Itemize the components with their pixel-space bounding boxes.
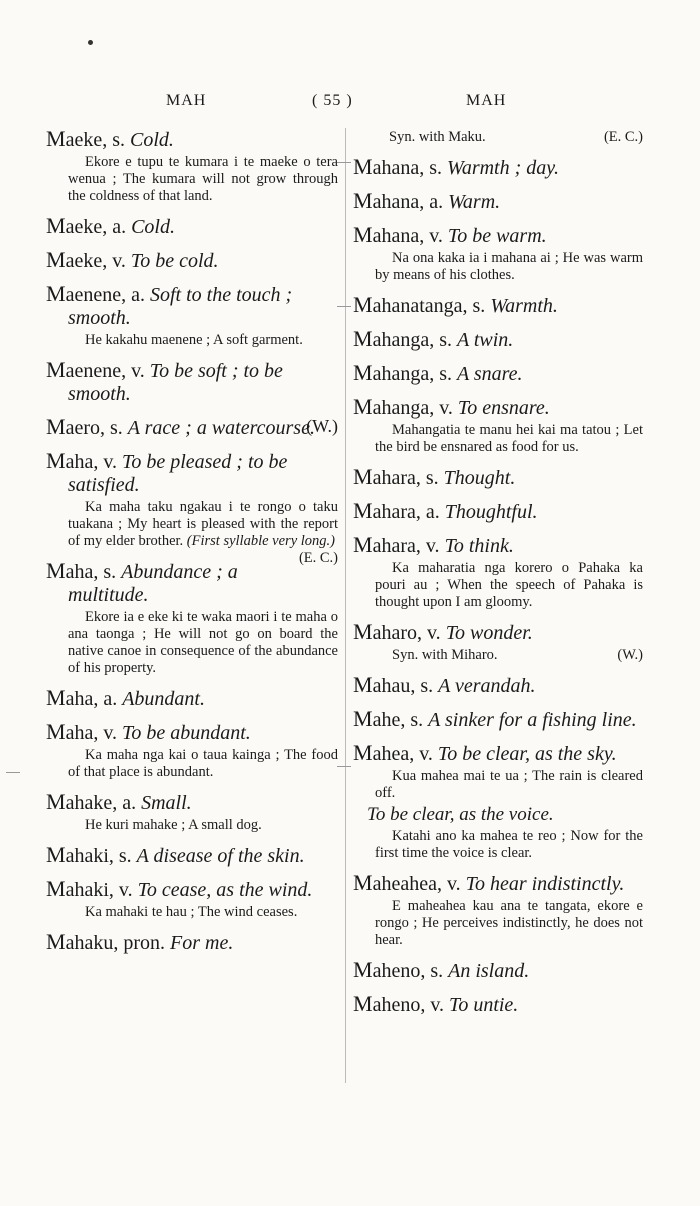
headword-initial: M xyxy=(353,706,373,731)
headword: Mahaki xyxy=(46,876,109,901)
gloss: Small. xyxy=(141,792,192,814)
part-of-speech: v. xyxy=(446,873,461,895)
headword-line: Mahanatanga, s. Warmth. xyxy=(353,292,558,317)
headword-initial: M xyxy=(353,188,373,213)
column-divider xyxy=(345,128,346,1083)
dictionary-entry xyxy=(46,448,338,566)
headword-initial: M xyxy=(353,360,373,385)
gloss: A sinker for a fishing line. xyxy=(428,709,637,731)
headword-line: Mahara, s. Thought. xyxy=(353,464,516,489)
part-of-speech: a. xyxy=(425,501,440,523)
gloss: To think. xyxy=(444,535,514,557)
headword-line: Maenene, a. Soft to the touch ; smooth. xyxy=(46,281,293,329)
margin-dash xyxy=(337,306,351,307)
headword-initial: M xyxy=(46,448,66,473)
headword: Maha xyxy=(46,719,94,744)
example-text: Ka maha nga kai o taua kainga ; The food of that place is abundant. xyxy=(68,747,338,780)
dictionary-entry xyxy=(353,620,643,664)
headword-initial: M xyxy=(46,213,66,238)
dictionary-entry xyxy=(46,282,338,349)
gloss: To untie. xyxy=(449,994,519,1016)
part-of-speech: v. xyxy=(419,743,433,765)
gloss: A disease of the skin. xyxy=(136,845,305,867)
gloss: Soft to the touch ; smooth. xyxy=(68,284,293,329)
dictionary-entry xyxy=(46,415,338,440)
part-of-speech: v. xyxy=(439,397,453,419)
example-text: Syn. with Maku. xyxy=(389,129,486,145)
headword: Maharo xyxy=(353,619,417,644)
headword-initial: M xyxy=(353,292,373,317)
headword-line: Maha, v. To be abundant. xyxy=(46,719,251,744)
headword-initial: M xyxy=(353,619,373,644)
gloss: Cold. xyxy=(130,129,174,151)
part-of-speech: s. xyxy=(410,709,424,731)
headword-initial: M xyxy=(353,672,373,697)
dictionary-entry xyxy=(46,214,338,239)
dictionary-entry xyxy=(353,958,643,983)
headword-initial: M xyxy=(353,957,373,982)
part-of-speech: v. xyxy=(103,722,118,744)
ink-speck xyxy=(88,40,93,45)
headword-initial: M xyxy=(353,498,373,523)
headword-line: Maha, a. Abundant. xyxy=(46,685,205,710)
dictionary-entry xyxy=(353,293,643,318)
example-text: E maheahea kau ana te tangata, ekore e rongo ; He perceives indistinctly, he does not hear. xyxy=(375,898,643,948)
example-text: Ka maharatia nga korero o Pahaka ka pouri au ; When the speech of Pahaka is thought upon I am gloomy. xyxy=(375,560,643,610)
example-text: Ka mahaki te hau ; The wind ceases. xyxy=(85,904,298,920)
headword: Mahana xyxy=(353,188,420,213)
example-text: Na ona kaka ia i mahana ai ; He was warm by means of his clothes. xyxy=(375,250,643,283)
headword-initial: M xyxy=(46,876,66,901)
headword-line: Maheno, v. To untie. xyxy=(353,991,519,1016)
headword-line: Mahake, a. Small. xyxy=(46,789,192,814)
headword-line: Maeke, s. Cold. xyxy=(46,126,174,151)
headword: Mahanatanga xyxy=(353,292,463,317)
dictionary-entry xyxy=(46,790,338,834)
headword: Mahe xyxy=(353,706,401,731)
headword-line: Mahana, a. Warm. xyxy=(353,188,501,213)
gloss: A verandah. xyxy=(438,675,536,697)
part-of-speech: a. xyxy=(103,688,118,710)
dictionary-entry xyxy=(46,358,338,406)
gloss: Cold. xyxy=(131,216,175,238)
part-of-speech: s. xyxy=(439,329,452,351)
part-of-speech: v. xyxy=(112,250,126,272)
gloss: To be pleased ; to be satisfied. xyxy=(68,451,288,496)
part-of-speech: pron. xyxy=(123,932,165,954)
headword-line: Mahaku, pron. For me. xyxy=(46,929,234,954)
example-text: Mahangatia te manu hei kai ma tatou ; Let the bird be ensnared as food for us. xyxy=(375,422,643,455)
part-of-speech: a. xyxy=(131,284,145,306)
dictionary-entry xyxy=(353,129,643,146)
part-of-speech: s. xyxy=(118,845,132,867)
running-header xyxy=(0,92,700,116)
dictionary-entry xyxy=(353,992,643,1017)
headword-initial: M xyxy=(353,991,373,1016)
example-text: He kakahu maenene ; A soft garment. xyxy=(85,332,303,348)
headword: Maha xyxy=(46,448,94,473)
headword-initial: M xyxy=(46,414,66,439)
headword-initial: M xyxy=(46,929,66,954)
headword-line: Mahara, v. To think. xyxy=(353,532,514,557)
dictionary-entry xyxy=(353,871,643,949)
example-text: Ka maha taku ngakau i te rongo o taku tuakana ; My heart is pleased with the report of my elder brother. (First syllable very long.) (E. C.) xyxy=(68,499,338,566)
headword: Mahana xyxy=(353,154,420,179)
dictionary-entry xyxy=(353,327,643,352)
headword: Maheahea xyxy=(353,870,437,895)
dictionary-entry xyxy=(353,707,643,732)
part-of-speech: v. xyxy=(425,535,440,557)
headword: Mahara xyxy=(353,464,416,489)
gloss: Warmth. xyxy=(490,295,558,317)
headword: Mahana xyxy=(353,222,420,247)
headword: Mahara xyxy=(353,532,416,557)
gloss: A race ; a watercourse. xyxy=(127,417,315,439)
dictionary-entry xyxy=(353,533,643,611)
example-text: Katahi ano ka mahea te reo ; Now for the first time the voice is clear. xyxy=(375,828,643,861)
headword: Mahara xyxy=(353,498,416,523)
margin-dash xyxy=(337,162,351,163)
headword-line: Mahea, v. To be clear, as the sky. xyxy=(353,740,617,765)
page-number: ( 55 ) xyxy=(312,92,353,109)
source-tag: (E. C.) xyxy=(603,129,643,145)
gloss: To cease, as the wind. xyxy=(137,879,313,901)
source-tag: (W.) xyxy=(306,416,338,436)
dictionary-entry xyxy=(46,877,338,921)
dictionary-entry xyxy=(46,686,338,711)
example-text: Syn. with Miharo. (W.) xyxy=(392,647,643,663)
part-of-speech: s. xyxy=(420,675,434,697)
headword-line: Maero, s. A race ; a watercourse. (W.) xyxy=(46,414,338,439)
headword-initial: M xyxy=(46,126,66,151)
headword-line: Maeke, v. To be cold. xyxy=(46,247,219,272)
gloss: A twin. xyxy=(457,329,514,351)
dictionary-entry xyxy=(46,127,338,205)
gloss: To be abundant. xyxy=(122,722,251,744)
part-of-speech: s. xyxy=(472,295,486,317)
headword-initial: M xyxy=(353,222,373,247)
headword-line: Maenene, v. To be soft ; to be smooth. xyxy=(46,357,283,405)
source-tag: (W.) xyxy=(617,647,643,663)
example-text: Ekore ia e eke ki te waka maori i te maha o ana taonga ; He will not go on board the native canoe in consequence of the abundance of his property. xyxy=(68,609,338,676)
headword-initial: M xyxy=(46,789,66,814)
part-of-speech: v. xyxy=(429,225,443,247)
gloss: A snare. xyxy=(457,363,523,385)
headword-initial: M xyxy=(353,740,373,765)
example-text: Kua mahea mai te ua ; The rain is cleared off. xyxy=(375,768,643,801)
headword-line: Mahaki, v. To cease, as the wind. xyxy=(46,876,313,901)
part-of-speech: a. xyxy=(122,792,137,814)
headword-line: Mahe, s. A sinker for a fishing line. xyxy=(353,706,637,731)
header-right: MAH xyxy=(466,92,507,109)
gloss: Warm. xyxy=(448,191,501,213)
dictionary-entry xyxy=(353,361,643,386)
part-of-speech: v. xyxy=(131,360,145,382)
entry-continuation xyxy=(353,129,643,146)
headword-initial: M xyxy=(353,532,373,557)
headword: Maeke xyxy=(46,126,103,151)
dictionary-entry xyxy=(353,155,643,180)
gloss: To be clear, as the sky. xyxy=(437,743,617,765)
dictionary-entry xyxy=(46,559,338,677)
gloss: An island. xyxy=(448,960,530,982)
headword: Mahanga xyxy=(353,394,430,419)
headword-initial: M xyxy=(46,719,66,744)
dictionary-entry xyxy=(46,930,338,955)
example-text: Ekore e tupu te kumara i te maeke o tera wenua ; The kumara will not grow through the coldness of that land. xyxy=(68,154,338,204)
headword: Maha xyxy=(46,558,94,583)
headword-line: Mahanga, v. To ensnare. xyxy=(353,394,550,419)
headword-line: Maha, v. To be pleased ; to be satisfied. xyxy=(46,448,288,496)
headword: Maheno xyxy=(353,991,421,1016)
headword-initial: M xyxy=(46,558,66,583)
part-of-speech: v. xyxy=(430,994,445,1016)
dictionary-entry xyxy=(353,465,643,490)
part-of-speech: s. xyxy=(109,417,123,439)
gloss: To wonder. xyxy=(445,622,533,644)
example-text: He kuri mahake ; A small dog. xyxy=(85,817,262,833)
headword-initial: M xyxy=(46,281,66,306)
headword: Maheno xyxy=(353,957,421,982)
margin-dash xyxy=(6,772,20,773)
part-of-speech: v. xyxy=(103,451,118,473)
gloss: To be warm. xyxy=(447,225,547,247)
gloss: To ensnare. xyxy=(457,397,550,419)
headword-line: Maeke, a. Cold. xyxy=(46,213,175,238)
part-of-speech: a. xyxy=(112,216,127,238)
right-column xyxy=(353,127,643,1026)
dictionary-entry xyxy=(46,720,338,781)
gloss: Thought. xyxy=(443,467,516,489)
headword-line: Mahanga, s. A snare. xyxy=(353,360,523,385)
gloss: To hear indistinctly. xyxy=(465,873,625,895)
headword-line: Maharo, v. To wonder. xyxy=(353,619,533,644)
headword-initial: M xyxy=(353,464,373,489)
gloss: Thoughtful. xyxy=(444,501,538,523)
header-left: MAH xyxy=(166,92,207,109)
dictionary-entry xyxy=(353,189,643,214)
part-of-speech: s. xyxy=(430,960,444,982)
dictionary-entry xyxy=(46,843,338,868)
headword-initial: M xyxy=(353,870,373,895)
headword-initial: M xyxy=(353,394,373,419)
headword-line: Mahaki, s. A disease of the skin. xyxy=(46,842,305,867)
source-tag: (E. C.) xyxy=(298,550,338,566)
headword-line: Mahana, v. To be warm. xyxy=(353,222,547,247)
part-of-speech: s. xyxy=(112,129,125,151)
gloss: To be cold. xyxy=(130,250,219,272)
left-column xyxy=(46,127,338,964)
part-of-speech: v. xyxy=(118,879,133,901)
gloss: Warmth ; day. xyxy=(447,157,560,179)
part-of-speech: s. xyxy=(439,363,452,385)
dictionary-entry xyxy=(353,223,643,284)
dictionary-entry xyxy=(353,395,643,456)
headword-line: Mahana, s. Warmth ; day. xyxy=(353,154,560,179)
headword-initial: M xyxy=(46,247,66,272)
gloss: Abundant. xyxy=(122,688,205,710)
margin-dash xyxy=(337,766,351,767)
part-of-speech: a. xyxy=(429,191,444,213)
headword: Mahanga xyxy=(353,360,430,385)
headword: Maenene xyxy=(46,281,122,306)
headword-initial: M xyxy=(46,842,66,867)
gloss: For me. xyxy=(170,932,234,954)
headword-initial: M xyxy=(353,154,373,179)
dictionary-entry xyxy=(353,499,643,524)
gloss: Abundance ; a multitude. xyxy=(68,561,238,606)
headword-line: Mahau, s. A verandah. xyxy=(353,672,536,697)
gloss: To be soft ; to be smooth. xyxy=(68,360,283,405)
headword: Maenene xyxy=(46,357,122,382)
sub-gloss: To be clear, as the voice. xyxy=(367,804,554,825)
headword: Mahaku xyxy=(46,929,114,954)
headword: Mahanga xyxy=(353,326,430,351)
headword: Mahau xyxy=(353,672,411,697)
part-of-speech: s. xyxy=(103,561,117,583)
dictionary-entry xyxy=(46,248,338,273)
headword-initial: M xyxy=(353,326,373,351)
headword-line: Maheno, s. An island. xyxy=(353,957,530,982)
headword: Maeke xyxy=(46,213,103,238)
headword: Mahaki xyxy=(46,842,109,867)
headword-line: Maha, s. Abundance ; a multitude. xyxy=(46,558,238,606)
usage-note: (First syllable very long.) xyxy=(186,533,335,549)
part-of-speech: s. xyxy=(425,467,439,489)
dictionary-entry xyxy=(353,673,643,698)
headword-initial: M xyxy=(46,685,66,710)
headword: Maeke xyxy=(46,247,103,272)
dictionary-entry xyxy=(353,741,643,862)
headword: Mahea xyxy=(353,740,410,765)
headword-line: Mahanga, s. A twin. xyxy=(353,326,514,351)
part-of-speech: v. xyxy=(426,622,441,644)
headword-initial: M xyxy=(46,357,66,382)
headword: Maero xyxy=(46,414,100,439)
headword: Mahake xyxy=(46,789,113,814)
headword: Maha xyxy=(46,685,94,710)
headword-line: Maheahea, v. To hear indistinctly. xyxy=(353,870,625,895)
part-of-speech: s. xyxy=(429,157,442,179)
headword-line: Mahara, a. Thoughtful. xyxy=(353,498,538,523)
